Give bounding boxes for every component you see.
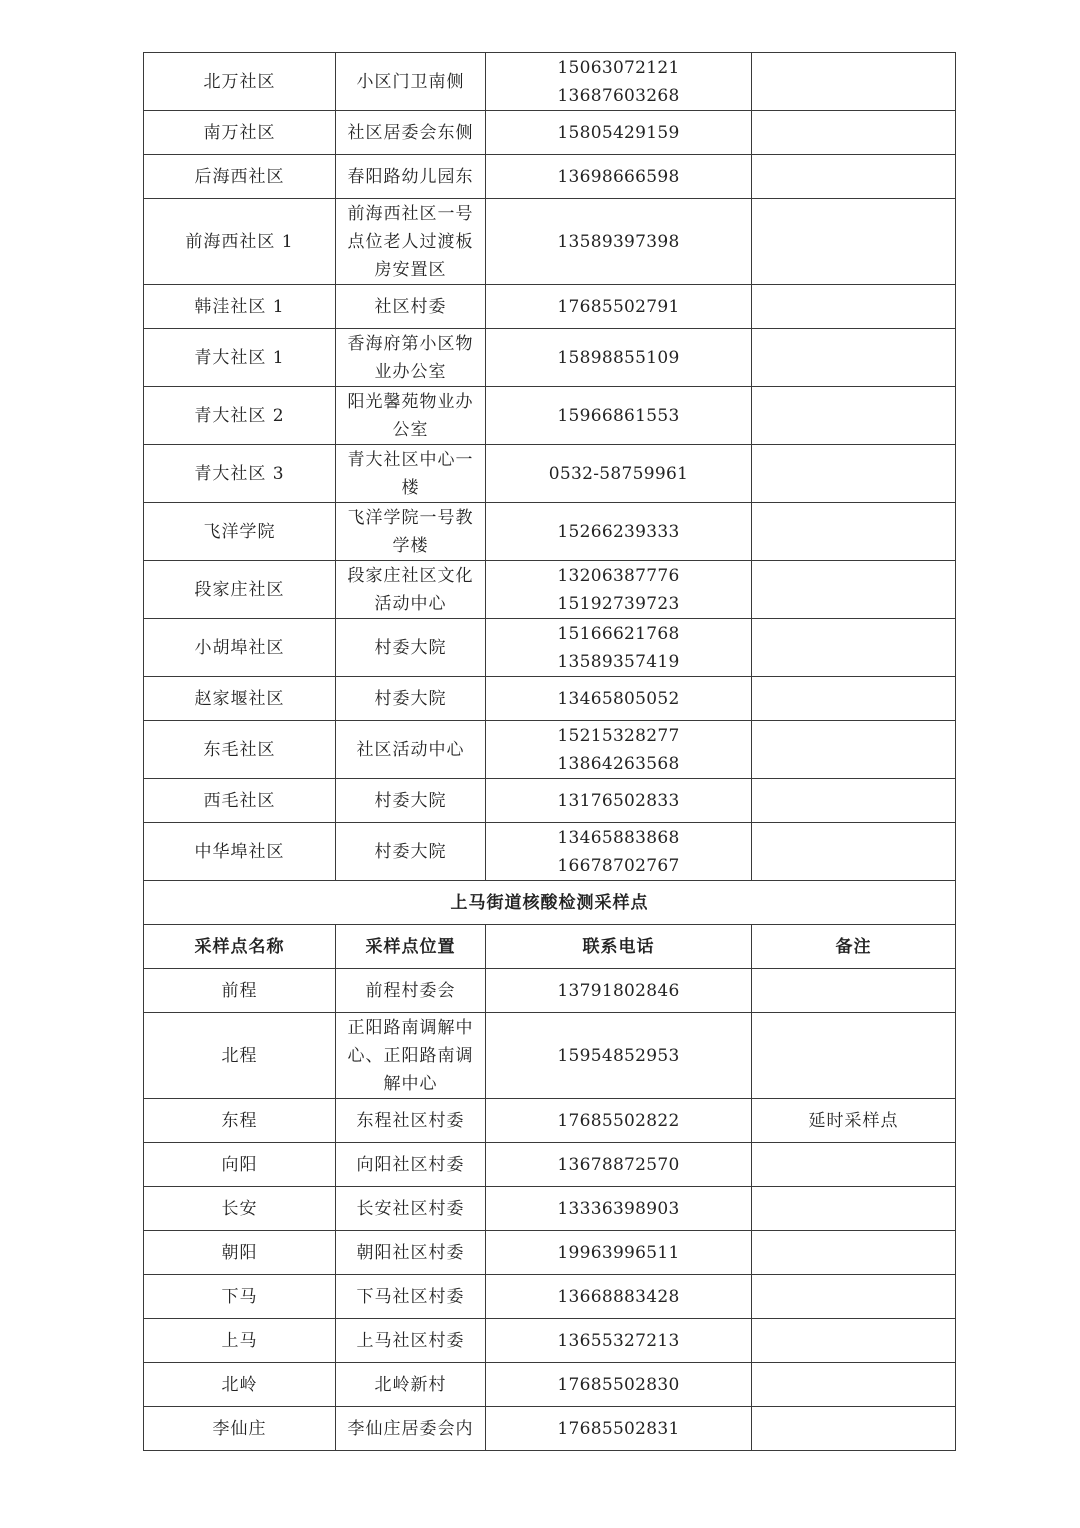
table-row bbox=[144, 677, 956, 721]
site-location-cell: 社区活动中心 bbox=[336, 721, 486, 779]
phone-number: 15966861553 bbox=[557, 405, 680, 426]
phone-number: 17685502822 bbox=[557, 1110, 680, 1131]
phone-number: 17685502791 bbox=[557, 296, 680, 317]
note-cell bbox=[752, 1363, 956, 1407]
site-name-cell: 后海西社区 bbox=[144, 155, 336, 199]
note-cell bbox=[752, 1143, 956, 1187]
site-name-cell: 赵家堰社区 bbox=[144, 677, 336, 721]
site-name-cell: 南万社区 bbox=[144, 111, 336, 155]
note-cell bbox=[752, 823, 956, 881]
site-name-cell: 下马 bbox=[144, 1275, 336, 1319]
table-row bbox=[144, 1407, 956, 1451]
phone-number: 13336398903 bbox=[557, 1198, 680, 1219]
phone-cell bbox=[486, 1143, 752, 1187]
phone-number: 13687603268 bbox=[557, 85, 680, 106]
site-location-cell: 下马社区村委 bbox=[336, 1275, 486, 1319]
phone-number: 17685502830 bbox=[557, 1374, 680, 1395]
site-name-cell: 飞洋学院 bbox=[144, 503, 336, 561]
site-location-cell: 村委大院 bbox=[336, 677, 486, 721]
table-row bbox=[144, 285, 956, 329]
table-row bbox=[144, 779, 956, 823]
table-row bbox=[144, 445, 956, 503]
header-phone: 联系电话 bbox=[486, 925, 752, 969]
header-row bbox=[144, 925, 956, 969]
phone-number: 16678702767 bbox=[557, 855, 680, 876]
phone-number: 13206387776 bbox=[557, 565, 680, 586]
site-name-cell: 北万社区 bbox=[144, 53, 336, 111]
note-cell bbox=[752, 445, 956, 503]
site-location-cell: 朝阳社区村委 bbox=[336, 1231, 486, 1275]
phone-number: 13864263568 bbox=[557, 753, 680, 774]
phone-number: 0532-58759961 bbox=[548, 463, 689, 484]
site-location-cell: 村委大院 bbox=[336, 823, 486, 881]
site-name-cell: 小胡埠社区 bbox=[144, 619, 336, 677]
phone-number: 13668883428 bbox=[557, 1286, 680, 1307]
phone-cell bbox=[486, 1275, 752, 1319]
phone-number: 15192739723 bbox=[557, 593, 680, 614]
phone-number: 15215328277 bbox=[557, 725, 680, 746]
note-cell bbox=[752, 969, 956, 1013]
site-location-cell: 阳光馨苑物业办公室 bbox=[336, 387, 486, 445]
table-body bbox=[144, 53, 956, 1451]
site-location-cell: 北岭新村 bbox=[336, 1363, 486, 1407]
phone-cell bbox=[486, 823, 752, 881]
note-cell bbox=[752, 1231, 956, 1275]
site-name-cell: 北程 bbox=[144, 1013, 336, 1099]
header-site-name: 采样点名称 bbox=[144, 925, 336, 969]
note-cell bbox=[752, 619, 956, 677]
site-location-cell: 正阳路南调解中心、正阳路南调解中心 bbox=[336, 1013, 486, 1099]
phone-cell bbox=[486, 387, 752, 445]
site-location-cell: 前海西社区一号点位老人过渡板房安置区 bbox=[336, 199, 486, 285]
table-row bbox=[144, 561, 956, 619]
note-cell bbox=[752, 285, 956, 329]
site-location-cell: 李仙庄居委会内 bbox=[336, 1407, 486, 1451]
phone-cell bbox=[486, 329, 752, 387]
table-row bbox=[144, 53, 956, 111]
table-row bbox=[144, 1231, 956, 1275]
table-row bbox=[144, 1363, 956, 1407]
site-location-cell: 青大社区中心一楼 bbox=[336, 445, 486, 503]
note-cell bbox=[752, 721, 956, 779]
note-cell bbox=[752, 111, 956, 155]
header-note: 备注 bbox=[752, 925, 956, 969]
phone-cell bbox=[486, 1231, 752, 1275]
note-cell bbox=[752, 1187, 956, 1231]
site-name-cell: 青大社区 3 bbox=[144, 445, 336, 503]
site-name-cell: 东毛社区 bbox=[144, 721, 336, 779]
note-cell bbox=[752, 1275, 956, 1319]
phone-cell bbox=[486, 1187, 752, 1231]
phone-number: 15805429159 bbox=[557, 122, 680, 143]
phone-cell bbox=[486, 155, 752, 199]
note-cell bbox=[752, 1407, 956, 1451]
site-name-cell: 东程 bbox=[144, 1099, 336, 1143]
note-cell bbox=[752, 199, 956, 285]
site-name-cell: 西毛社区 bbox=[144, 779, 336, 823]
site-name-cell: 段家庄社区 bbox=[144, 561, 336, 619]
phone-cell bbox=[486, 619, 752, 677]
phone-cell bbox=[486, 1099, 752, 1143]
phone-number: 13176502833 bbox=[557, 790, 680, 811]
section-title: 上马街道核酸检测采样点 bbox=[144, 881, 956, 925]
phone-number: 17685502831 bbox=[557, 1418, 680, 1439]
site-location-cell: 社区居委会东侧 bbox=[336, 111, 486, 155]
note-cell bbox=[752, 329, 956, 387]
table-row bbox=[144, 199, 956, 285]
site-location-cell: 段家庄社区文化活动中心 bbox=[336, 561, 486, 619]
phone-cell bbox=[486, 199, 752, 285]
site-location-cell: 飞洋学院一号教学楼 bbox=[336, 503, 486, 561]
phone-cell bbox=[486, 1013, 752, 1099]
note-cell bbox=[752, 155, 956, 199]
site-location-cell: 香海府第小区物业办公室 bbox=[336, 329, 486, 387]
phone-number: 15266239333 bbox=[557, 521, 680, 542]
note-cell bbox=[752, 1013, 956, 1099]
site-location-cell: 村委大院 bbox=[336, 619, 486, 677]
phone-cell bbox=[486, 53, 752, 111]
site-name-cell: 上马 bbox=[144, 1319, 336, 1363]
note-cell bbox=[752, 503, 956, 561]
site-name-cell: 前海西社区 1 bbox=[144, 199, 336, 285]
header-site-location: 采样点位置 bbox=[336, 925, 486, 969]
site-location-cell: 前程村委会 bbox=[336, 969, 486, 1013]
table-row bbox=[144, 619, 956, 677]
table-row bbox=[144, 111, 956, 155]
phone-number: 13465805052 bbox=[557, 688, 680, 709]
phone-cell bbox=[486, 1363, 752, 1407]
note-cell bbox=[752, 561, 956, 619]
site-name-cell: 中华埠社区 bbox=[144, 823, 336, 881]
site-location-cell: 向阳社区村委 bbox=[336, 1143, 486, 1187]
table-row bbox=[144, 1187, 956, 1231]
site-location-cell: 小区门卫南侧 bbox=[336, 53, 486, 111]
phone-number: 19963996511 bbox=[557, 1242, 680, 1263]
phone-cell bbox=[486, 111, 752, 155]
site-name-cell: 前程 bbox=[144, 969, 336, 1013]
note-cell: 延时采样点 bbox=[752, 1099, 956, 1143]
phone-cell bbox=[486, 285, 752, 329]
phone-number: 13465883868 bbox=[557, 827, 680, 848]
phone-cell bbox=[486, 445, 752, 503]
table-row bbox=[144, 1013, 956, 1099]
note-cell bbox=[752, 779, 956, 823]
site-name-cell: 北岭 bbox=[144, 1363, 336, 1407]
section-title-row bbox=[144, 881, 956, 925]
phone-number: 13791802846 bbox=[557, 980, 680, 1001]
phone-cell bbox=[486, 561, 752, 619]
site-location-cell: 社区村委 bbox=[336, 285, 486, 329]
phone-cell bbox=[486, 503, 752, 561]
phone-number: 13589357419 bbox=[557, 651, 680, 672]
phone-cell bbox=[486, 721, 752, 779]
site-name-cell: 向阳 bbox=[144, 1143, 336, 1187]
table-row bbox=[144, 1099, 956, 1143]
note-cell bbox=[752, 387, 956, 445]
phone-cell bbox=[486, 1407, 752, 1451]
table-row bbox=[144, 969, 956, 1013]
phone-cell bbox=[486, 677, 752, 721]
phone-number: 15954852953 bbox=[557, 1045, 680, 1066]
site-name-cell: 李仙庄 bbox=[144, 1407, 336, 1451]
phone-cell bbox=[486, 779, 752, 823]
phone-cell bbox=[486, 1319, 752, 1363]
site-location-cell: 春阳路幼儿园东 bbox=[336, 155, 486, 199]
phone-cell bbox=[486, 969, 752, 1013]
sampling-points-table bbox=[143, 52, 956, 1451]
note-cell bbox=[752, 1319, 956, 1363]
phone-number: 15063072121 bbox=[557, 57, 680, 78]
site-name-cell: 朝阳 bbox=[144, 1231, 336, 1275]
site-location-cell: 上马社区村委 bbox=[336, 1319, 486, 1363]
site-name-cell: 长安 bbox=[144, 1187, 336, 1231]
phone-number: 13655327213 bbox=[557, 1330, 680, 1351]
table-row bbox=[144, 155, 956, 199]
table-row bbox=[144, 1143, 956, 1187]
phone-number: 13678872570 bbox=[557, 1154, 680, 1175]
table-row bbox=[144, 387, 956, 445]
table-row bbox=[144, 1275, 956, 1319]
table-row bbox=[144, 329, 956, 387]
site-location-cell: 东程社区村委 bbox=[336, 1099, 486, 1143]
table-row bbox=[144, 1319, 956, 1363]
phone-number: 15898855109 bbox=[557, 347, 680, 368]
phone-number: 13698666598 bbox=[557, 166, 680, 187]
phone-number: 13589397398 bbox=[557, 231, 680, 252]
site-name-cell: 韩洼社区 1 bbox=[144, 285, 336, 329]
site-location-cell: 村委大院 bbox=[336, 779, 486, 823]
table-row bbox=[144, 503, 956, 561]
table-row bbox=[144, 823, 956, 881]
table-row bbox=[144, 721, 956, 779]
phone-number: 15166621768 bbox=[557, 623, 680, 644]
site-name-cell: 青大社区 2 bbox=[144, 387, 336, 445]
note-cell bbox=[752, 53, 956, 111]
site-location-cell: 长安社区村委 bbox=[336, 1187, 486, 1231]
note-cell bbox=[752, 677, 956, 721]
site-name-cell: 青大社区 1 bbox=[144, 329, 336, 387]
